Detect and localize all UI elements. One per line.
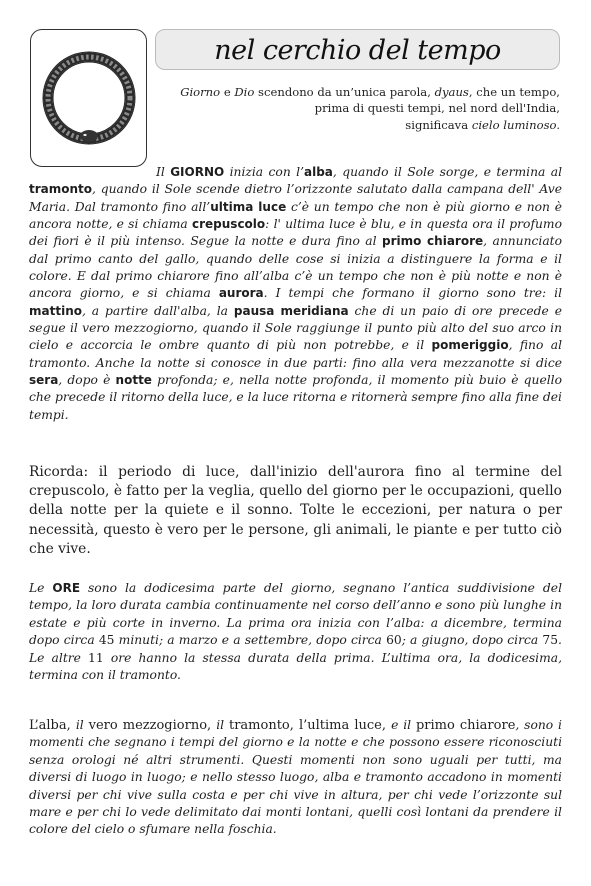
term-giorno: GIORNO xyxy=(170,165,225,179)
text-run: Il xyxy=(156,165,171,179)
logo-frame xyxy=(30,29,147,167)
text-run: il xyxy=(75,718,89,732)
ouroboros-ring-icon xyxy=(39,48,139,148)
intro-text: scendono da un’unica parola, xyxy=(254,85,435,99)
text-run: . I tempi che formano il giorno sono tre: il xyxy=(263,286,563,301)
term-sera: sera xyxy=(29,373,59,388)
intro-text: e xyxy=(220,85,235,99)
paragraph-ore xyxy=(29,580,562,684)
number: 11 xyxy=(88,650,104,665)
term-pausa-meridiana: pausa meridiana xyxy=(233,303,349,318)
text-run: : l' ultima luce è blu, e in questa ora il profumo dei fiori è il più intenso. Segue la notte e dura fino al xyxy=(29,217,562,249)
intro-text: , che un tempo, xyxy=(468,85,560,99)
term-crepuscolo: crepuscolo xyxy=(192,217,266,232)
intro-word-cielo: cielo luminoso. xyxy=(471,117,560,132)
intro-text: prima di questi tempi, nel nord dell'India, xyxy=(314,101,560,116)
text-run: il xyxy=(216,718,229,732)
number: 75 xyxy=(542,633,559,648)
text-run: , quando il Sole sorge, e termina al xyxy=(332,165,563,179)
term-mattino: mattino xyxy=(29,303,82,318)
text-run: , dopo è xyxy=(58,373,116,388)
text-run: che di un paio di ore precede e segue il vero mezzogiorno, quando il Sole raggiunge il punto più alto del suo arco in cielo e accorcia le ombre quanto di più non potrebbe, e il xyxy=(29,303,562,353)
term-notte: notte xyxy=(115,373,152,388)
title-banner xyxy=(155,29,560,70)
paragraph-ricorda: Ricorda: il periodo di luce, dall'inizio dell'aurora fino al termine del crepuscolo, è fatto per la veglia, quello del giorno per le occupazioni, quello della notte per la quiete e il sonno. Tolte le eccezioni, per natura o per necessità, questo è vero per le persone, gli animali, le piante e per tutto ciò che vive. xyxy=(29,464,562,557)
text-run: . Le altre xyxy=(29,633,562,665)
text-run: profonda; e, nella notte profonda, il momento più buio è quello che precede il ritorno della luce, e la luce ritorna e ritornerà sempre fino alla fine dei tempi. xyxy=(29,373,562,422)
term-pomeriggio: pomeriggio xyxy=(431,338,509,353)
text-run: ore hanno la stessa durata della prima. L’ultima ora, la dodicesima, termina con il tramonto. xyxy=(29,650,562,683)
text-run: inizia con l’ xyxy=(224,165,304,179)
text-run: , annunciato dal primo canto del gallo, quando delle cose si inizia a distinguere la forma e il colore. E dal primo chiarore fino all’alba c’è un tempo che non è più notte e non è ancora giorno, e si chiama xyxy=(29,234,563,301)
paragraph-alba xyxy=(29,717,562,839)
text-run: , quando il Sole scende dietro l’orizzonte salutato dalla campana dell' Ave Maria. Dal tramonto fino all’ xyxy=(29,182,562,214)
text-run: e il xyxy=(391,718,416,732)
term-ore: ORE xyxy=(52,581,81,595)
text-run: , fino al tramonto. Anche la notte si conosce in due parti: fino alla vera mezzanotte si dice xyxy=(29,338,563,370)
text-run: , a partire dall'alba, la xyxy=(81,303,234,318)
paragraph-giorno xyxy=(29,164,562,424)
text-run: vero mezzogiorno, xyxy=(88,718,217,733)
text-run: Le xyxy=(29,581,53,595)
intro-note xyxy=(150,84,560,133)
text-run: L’alba, xyxy=(29,718,76,733)
intro-word-dio: Dio xyxy=(234,85,255,99)
text-run: tramonto, l’ultima luce, xyxy=(228,718,392,733)
intro-word-dyaus: dyaus xyxy=(434,85,469,99)
term-primo-chiarore: primo chiarore xyxy=(381,234,484,249)
text-run: primo chiarore xyxy=(415,718,516,733)
number: 45 xyxy=(98,633,115,648)
number: 60 xyxy=(386,633,402,648)
text-run: , sono i momenti che segnano i tempi del giorno e la notte e che possono essere riconosciuti senza orologi né altri strumenti. Questi momenti non sono uguali per tutti, ma diversi di luogo in luogo; e nello stesso luogo, alba e tramonto accadono in momenti diversi per chi vive sulla costa e per chi vive in altura, per chi vede l’orizzonte sul mare e per chi lo vede delimitato dai monti lontani, quelli così lontani da prendere il colore del cielo o sfumare nella foschia. xyxy=(29,718,562,837)
intro-word-giorno: Giorno xyxy=(180,85,221,99)
term-ultima-luce: ultima luce xyxy=(210,199,287,214)
page-title: nel cerchio del tempo xyxy=(214,35,501,66)
term-aurora: aurora xyxy=(218,286,264,301)
text-run: c’è un tempo che non è più giorno e non è ancora notte, e si chiama xyxy=(29,199,562,232)
text-run: minuti; a marzo e a settembre, dopo circa xyxy=(114,633,387,648)
term-alba: alba xyxy=(304,165,333,179)
text-run: ; a giugno, dopo circa xyxy=(401,633,543,648)
intro-text: significava xyxy=(405,117,472,132)
term-tramonto: tramonto xyxy=(29,182,93,197)
text-run: sono la dodicesima parte del giorno, segnano l’antica suddivisione del tempo, la loro durata cambia continuamente nel corso dell’anno e sono più lunghe in estate e più corte in inverno. La prima ora inizia con l’alba: a dicembre, termina dopo circa xyxy=(29,581,563,648)
